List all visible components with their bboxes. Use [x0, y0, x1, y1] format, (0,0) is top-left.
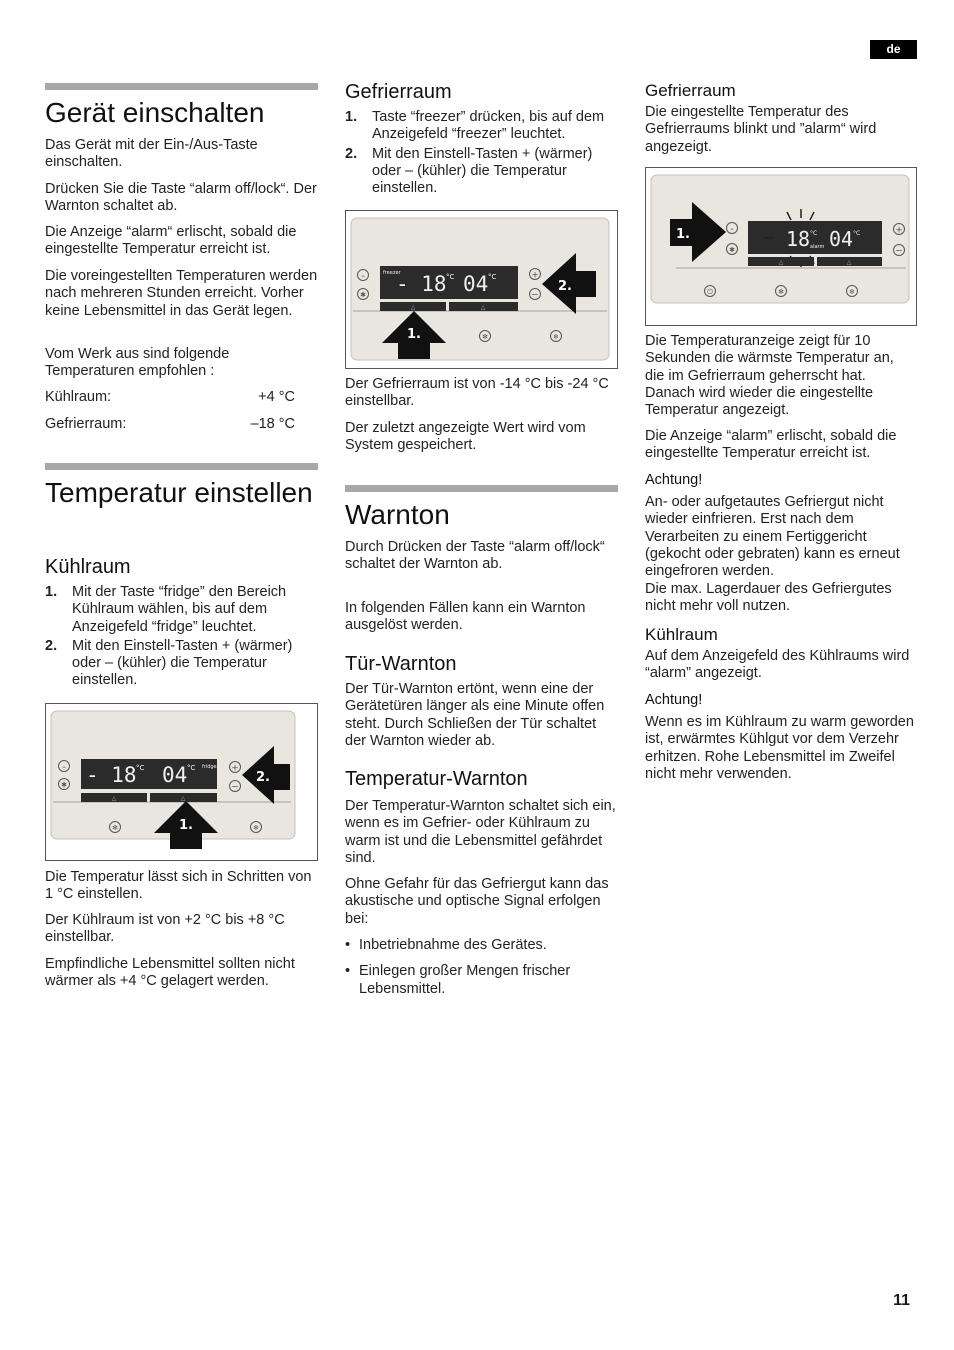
temp-row-gefrierraum — [45, 416, 295, 433]
svg-text:✻: ✻ — [112, 824, 118, 832]
svg-text:△: △ — [480, 304, 486, 311]
step-text: Mit der Taste “fridge” den Bereich Kühlraum wählen, bis auf dem Anzeigefeld “fridge” leuchtet. — [72, 584, 287, 635]
subheading-kuehlraum: Kühlraum — [45, 556, 131, 578]
paragraph: Der zuletzt angezeigte Wert wird vom System gespeichert. — [345, 420, 586, 454]
paragraph: Die voreingestellten Temperaturen werden nach mehreren Stunden erreicht. Vorher keine Lebensmittel in das Gerät legen. — [45, 268, 318, 319]
step-text: Taste “freezer” drücken, bis auf dem Anzeigefeld “freezer” leuchtet. — [372, 109, 605, 143]
step-2-label: 2. — [256, 770, 270, 785]
step-text: Mit den Einstell-Tasten + (wärmer) oder – (kühler) die Temperatur einstellen. — [72, 637, 293, 689]
bullet-text: Einlegen großer Mengen frischer Lebensmittel. — [359, 963, 571, 997]
steps-list — [45, 584, 318, 692]
svg-text:✻: ✻ — [778, 288, 784, 296]
svg-text:−: − — [531, 290, 539, 301]
step-1-label: 1. — [676, 227, 690, 242]
display-unit: °C — [446, 273, 455, 281]
display-unit: °C — [853, 230, 861, 237]
list-item: • Inbetriebnahme des Gerätes. — [345, 937, 547, 953]
step-text: Mit den Einstell-Tasten + (wärmer) oder – (kühler) die Temperatur einstellen. — [372, 145, 593, 197]
list-item — [345, 109, 618, 144]
heading-temperatur-einstellen: Temperatur einstellen — [45, 477, 313, 508]
svg-text:⏻: ⏻ — [707, 288, 713, 296]
heading-geraet-einschalten: Gerät einschalten — [45, 97, 265, 128]
section-rule — [345, 485, 618, 492]
heading-warnton: Warnton — [345, 499, 450, 530]
paragraph: Durch Drücken der Taste “alarm off/lock“ schaltet der Warnton ab. — [345, 539, 605, 573]
temp-value: +4 °C — [258, 389, 295, 405]
step-number: 1. — [45, 584, 58, 600]
subheading-gefrierraum: Gefrierraum — [345, 81, 452, 103]
list-item — [45, 638, 318, 690]
step-2-label: 2. — [558, 279, 572, 294]
display-left-value: 18 — [786, 227, 811, 251]
svg-text:△: △ — [111, 795, 117, 802]
svg-text:❄: ❄ — [553, 333, 559, 341]
step-1-label: 1. — [407, 327, 421, 342]
display-mode-label: fridge — [202, 764, 217, 770]
step-number: 2. — [345, 145, 358, 162]
display-right-value: 04 — [463, 272, 489, 296]
section-rule — [45, 463, 318, 470]
paragraph: Die Temperaturanzeige zeigt für 10 Sekunden die wärmste Temperatur an, die im Gefrierraum geherrscht hat. Danach wird wieder die eingestellte Temperatur angezeigt. — [645, 333, 894, 419]
svg-text:+: + — [531, 270, 539, 281]
paragraph: Die Anzeige “alarm“ erlischt, sobald die eingestellte Temperatur erreicht ist. — [45, 224, 297, 258]
display-unit: °C — [187, 764, 196, 772]
warning-label: Achtung! — [645, 692, 703, 708]
temp-value: –18 °C — [250, 416, 295, 432]
paragraph: Auf dem Anzeigefeld des Kühlraums wird “alarm” angezeigt. — [645, 648, 910, 682]
paragraph: Die Temperatur lässt sich in Schritten von 1 °C einstellen. — [45, 869, 312, 903]
display-unit: °C — [488, 273, 497, 281]
list-item — [345, 146, 618, 198]
temp-label: Gefrierraum: — [45, 416, 127, 432]
svg-text:⌁: ⌁ — [62, 764, 66, 771]
paragraph: Der Temperatur-Warnton schaltet sich ein, wenn es im Gefrier- oder Kühlraum zu warm ist und die Lebensmittel gefährdet sind. — [345, 798, 616, 866]
paragraph: In folgenden Fällen kann ein Warnton ausgelöst werden. — [345, 600, 586, 634]
svg-text:✱: ✱ — [729, 246, 735, 254]
display-right-value: 04 — [162, 763, 188, 787]
step-1-label: 1. — [179, 818, 193, 833]
figure-alarm-panel — [645, 167, 917, 326]
list-item — [45, 584, 318, 636]
paragraph: Der Tür-Warnton ertönt, wenn eine der Gerätetüren länger als eine Minute offen steht. Durch Schließen der Tür schaltet der Warnton wieder ab. — [345, 681, 605, 749]
paragraph: An- oder aufgetautes Gefriergut nicht wieder einfrieren. Erst nach dem Verarbeiten zu einem Fertiggericht (gekocht oder gebraten) kann es erneut eingefroren werden. — [645, 494, 900, 580]
display-right-value: 04 — [829, 227, 854, 251]
display-left-value: - 18 — [396, 272, 447, 296]
svg-text:△: △ — [778, 259, 784, 266]
paragraph: Vom Werk aus sind folgende Temperaturen empfohlen : — [45, 346, 230, 380]
warning-label: Achtung! — [645, 472, 703, 488]
subheading-temperatur-warnton: Temperatur-Warnton — [345, 768, 528, 790]
svg-text:⌁: ⌁ — [730, 226, 734, 233]
paragraph: Die eingestellte Temperatur des Gefrierraums blinkt und ”alarm“ wird angezeigt. — [645, 104, 877, 155]
paragraph: Empfindliche Lebensmittel sollten nicht wärmer als +4 °C gelagert werden. — [45, 956, 295, 990]
list-item: • Einlegen großer Mengen frischer Lebensmittel. — [345, 963, 571, 997]
temp-label: Kühlraum: — [45, 389, 112, 405]
figure-fridge-panel — [45, 703, 318, 861]
svg-text:△: △ — [846, 259, 852, 266]
language-badge: de — [870, 40, 917, 59]
paragraph: Der Kühlraum ist von +2 °C bis +8 °C einstellbar. — [45, 912, 285, 946]
paragraph: Das Gerät mit der Ein-/Aus-Taste einschalten. — [45, 137, 258, 171]
svg-text:❄: ❄ — [849, 288, 855, 296]
svg-text:✻: ✻ — [482, 333, 488, 341]
paragraph: Drücken Sie die Taste “alarm off/lock“. Der Warnton schaltet ab. — [45, 181, 317, 215]
display-unit: °C — [810, 230, 818, 237]
display-unit: °C — [136, 764, 145, 772]
bullet-list — [345, 937, 618, 998]
paragraph: Die max. Lagerdauer des Gefriergutes nicht mehr voll nutzen. — [645, 581, 892, 615]
svg-text:△: △ — [410, 304, 416, 311]
svg-text:✱: ✱ — [360, 291, 366, 299]
svg-text:−: − — [231, 782, 239, 793]
page-number: 11 — [893, 1292, 910, 1309]
svg-text:⌁: ⌁ — [361, 273, 365, 280]
svg-text:❄: ❄ — [253, 824, 259, 832]
temp-row-kuehlraum — [45, 389, 295, 406]
svg-text:+: + — [895, 225, 903, 236]
svg-text:✱: ✱ — [61, 781, 67, 789]
subheading-kuehlraum: Kühlraum — [645, 625, 718, 644]
subheading-gefrierraum: Gefrierraum — [645, 81, 736, 100]
steps-list — [345, 109, 618, 199]
paragraph: Der Gefrierraum ist von -14 °C bis -24 °C einstellbar. — [345, 376, 609, 410]
step-number: 2. — [45, 637, 58, 654]
paragraph: Die Anzeige “alarm” erlischt, sobald die eingestellte Temperatur erreicht ist. — [645, 428, 897, 462]
svg-text:+: + — [231, 763, 239, 774]
paragraph: Wenn es im Kühlraum zu warm geworden ist, erwärmtes Kühlgut vor dem Verzehr erhitzen. Rohe Lebensmittel im Zweifel nicht mehr verwenden. — [645, 714, 914, 782]
svg-text:−: − — [895, 246, 903, 257]
subheading-tuer-warnton: Tür-Warnton — [345, 653, 457, 675]
display-mode-label: freezer — [383, 270, 401, 276]
paragraph: Ohne Gefahr für das Gefriergut kann das akustische und optische Signal erfolgen bei: — [345, 876, 609, 927]
figure-freezer-panel — [345, 210, 618, 369]
svg-text:△: △ — [180, 795, 186, 802]
section-rule — [45, 83, 318, 90]
display-mode-label: alarm — [810, 244, 825, 250]
step-number: 1. — [345, 109, 358, 125]
bullet-text: Inbetriebnahme des Gerätes. — [359, 937, 547, 953]
display-left-value: - 18 — [86, 763, 137, 787]
